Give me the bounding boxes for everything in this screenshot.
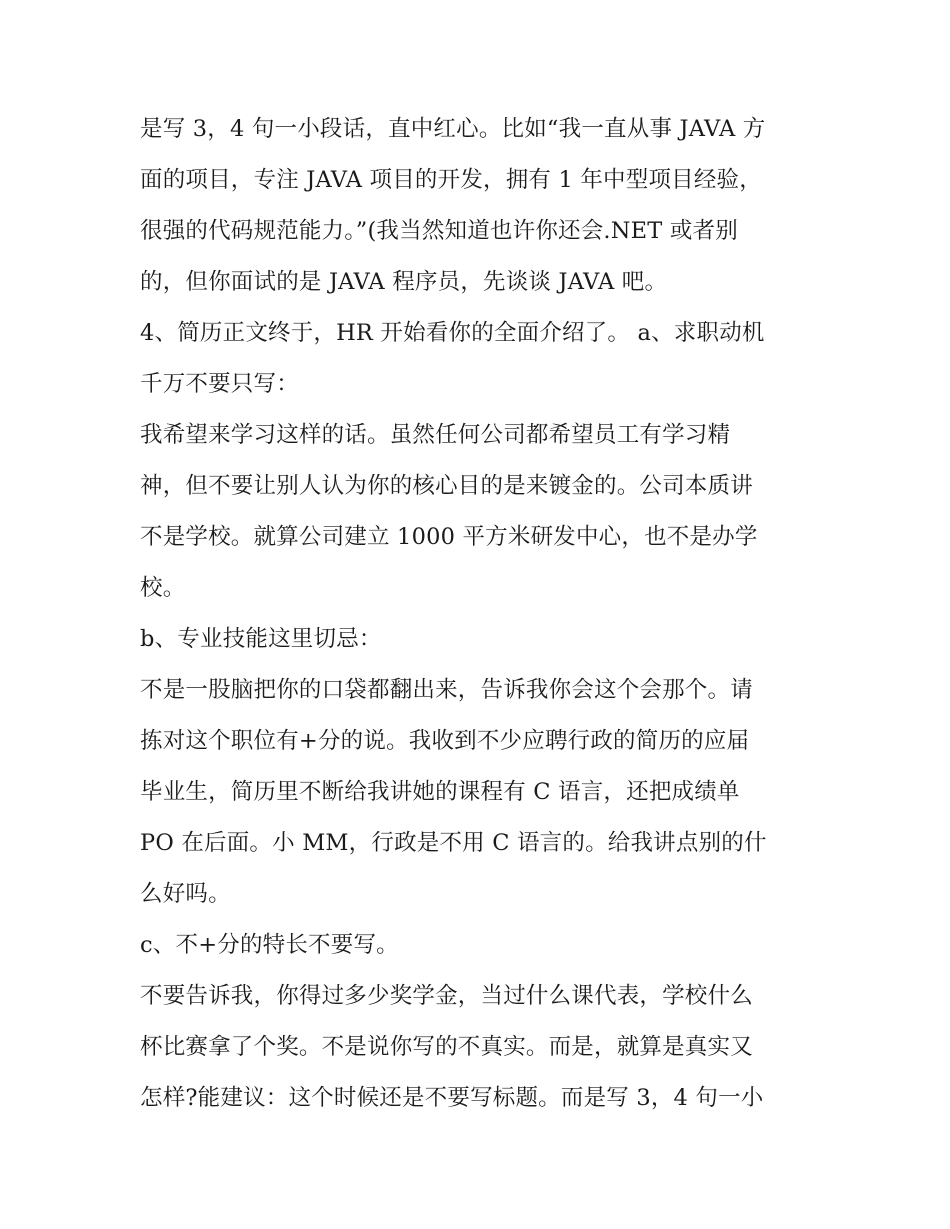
text-line: 我希望来学习这样的话。虽然任何公司都希望员工有学习精 [140, 422, 731, 448]
document-body [140, 104, 820, 1124]
text-line: 毕业生，简历里不断给我讲她的课程有 C 语言，还把成绩单 [140, 779, 740, 805]
text-line: 4、简历正文终于，HR 开始看你的全面介绍了。 a、求职动机 [140, 320, 765, 346]
text-line: 面的项目，专注 JAVA 项目的开发，拥有 1 年中型项目经验， [140, 167, 762, 193]
text-line: 很强的代码规范能力。”(我当然知道也许你还会.NET 或者别 [140, 218, 738, 244]
text-line: 不是学校。就算公司建立 1000 平方米研发中心，也不是办学 [140, 524, 758, 550]
text-line: 拣对这个职位有+分的说。我收到不少应聘行政的简历的应届 [140, 728, 750, 754]
text-line: b、专业技能这里切忌： [140, 626, 382, 652]
text-line: 么好吗。 [140, 881, 231, 907]
text-line: 不要告诉我，你得过多少奖学金，当过什么课代表，学校什么 [140, 983, 753, 1009]
text-line: 杯比赛拿了个奖。不是说你写的不真实。而是，就算是真实又 [140, 1034, 753, 1060]
text-line: 不是一股脑把你的口袋都翻出来，告诉我你会这个会那个。请 [140, 677, 753, 703]
text-line: 神，但不要让别人认为你的核心目的是来镀金的。公司本质讲 [140, 473, 753, 499]
text-line: 是写 3，4 句一小段话，直中红心。比如“我一直从事 JAVA 方 [140, 116, 766, 142]
text-line: 的，但你面试的是 JAVA 程序员，先谈谈 JAVA 吧。 [140, 269, 668, 295]
text-line: 怎样?能建议：这个时候还是不要写标题。而是写 3，4 句一小 [140, 1085, 764, 1111]
text-line: 校。 [140, 575, 186, 601]
text-line: PO 在后面。小 MM，行政是不用 C 语言的。给我讲点别的什 [140, 830, 767, 856]
text-line: 千万不要只写： [140, 371, 299, 397]
text-line: c、不+分的特长不要写。 [140, 932, 399, 958]
